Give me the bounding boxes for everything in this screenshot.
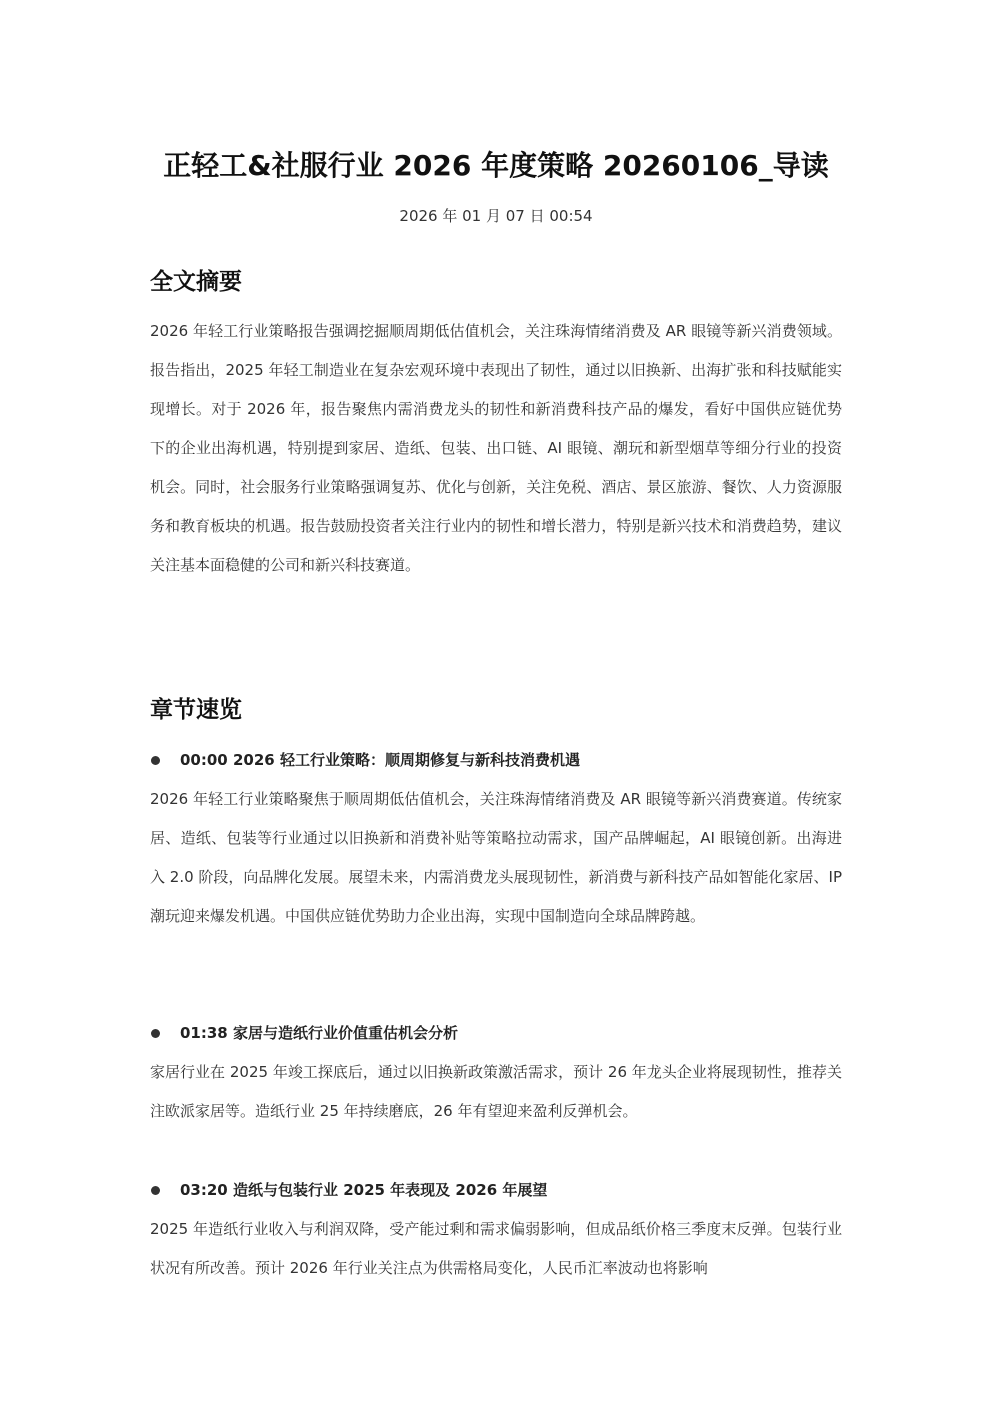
summary-text: 2026 年轻工行业策略报告强调挖掘顺周期低估值机会，关注珠海情绪消费及 AR 眼镜等新兴消费领域。报告指出，2025 年轻工制造业在复杂宏观环境中表现出了韧性，通过以旧换新、出海扩张和科技赋能实现增长。对于 2026 年，报告聚焦内需消费龙头的韧性和新消费科技产品的爆发，看好中国供应链优势下的企业出海机遇，特别提到家居、造纸、包装、出口链、AI 眼镜、潮玩和新型烟草等细分行业的投资机会。同时，社会服务行业策略强调复苏、优化与创新，关注免税、酒店、景区旅游、餐饮、人力资源服务和教育板块的机遇。报告鼓励投资者关注行业内的韧性和增长潜力，特别是新兴技术和消费趋势，建议关注基本面稳健的公司和新兴科技赛道。 <box>150 322 842 574</box>
bullet-icon <box>151 756 160 765</box>
chapter-item-text: 2026 年轻工行业策略聚焦于顺周期低估值机会，关注珠海情绪消费及 AR 眼镜等新兴消费赛道。传统家居、造纸、包装等行业通过以旧换新和消费补贴等策略拉动需求，国产品牌崛起，AI 眼镜创新。出海进入 2.0 阶段，向品牌化发展。展望未来，内需消费龙头展现韧性，新消费与新科技产品如智能化家居、IP 潮玩迎来爆发机遇。中国供应链优势助力企业出海，实现中国制造向全球品牌跨越。 <box>150 790 842 925</box>
chapter-item-text: 2025 年造纸行业收入与利润双降，受产能过剩和需求偏弱影响，但成品纸价格三季度末反弹。包装行业状况有所改善。预计 2026 年行业关注点为供需格局变化，人民币汇率波动也将影响 <box>150 1220 842 1277</box>
chapters-heading: 章节速览 <box>150 697 242 723</box>
document-date: 2026 年 01 月 07 日 00:54 <box>399 207 593 225</box>
chapter-item-text: 家居行业在 2025 年竣工探底后，通过以旧换新政策激活需求，预计 26 年龙头企业将展现韧性，推荐关注欧派家居等。造纸行业 25 年持续磨底，26 年有望迎来盈利反弹机会。 <box>150 1063 842 1120</box>
summary-heading: 全文摘要 <box>150 269 242 295</box>
document-title: 正轻工&社服行业 2026 年度策略 20260106_导读 <box>163 149 829 182</box>
chapter-item-title <box>150 748 842 772</box>
chapter-title-text: 01:38 家居与造纸行业价值重估机会分析 <box>180 1024 458 1042</box>
chapter-item-title <box>150 1021 842 1045</box>
chapter-title-text: 03:20 造纸与包装行业 2025 年表现及 2026 年展望 <box>180 1181 548 1199</box>
bullet-icon <box>151 1029 160 1038</box>
chapter-item-title <box>150 1178 842 1202</box>
bullet-icon <box>151 1186 160 1195</box>
chapter-title-text: 00:00 2026 轻工行业策略：顺周期修复与新科技消费机遇 <box>180 751 580 769</box>
